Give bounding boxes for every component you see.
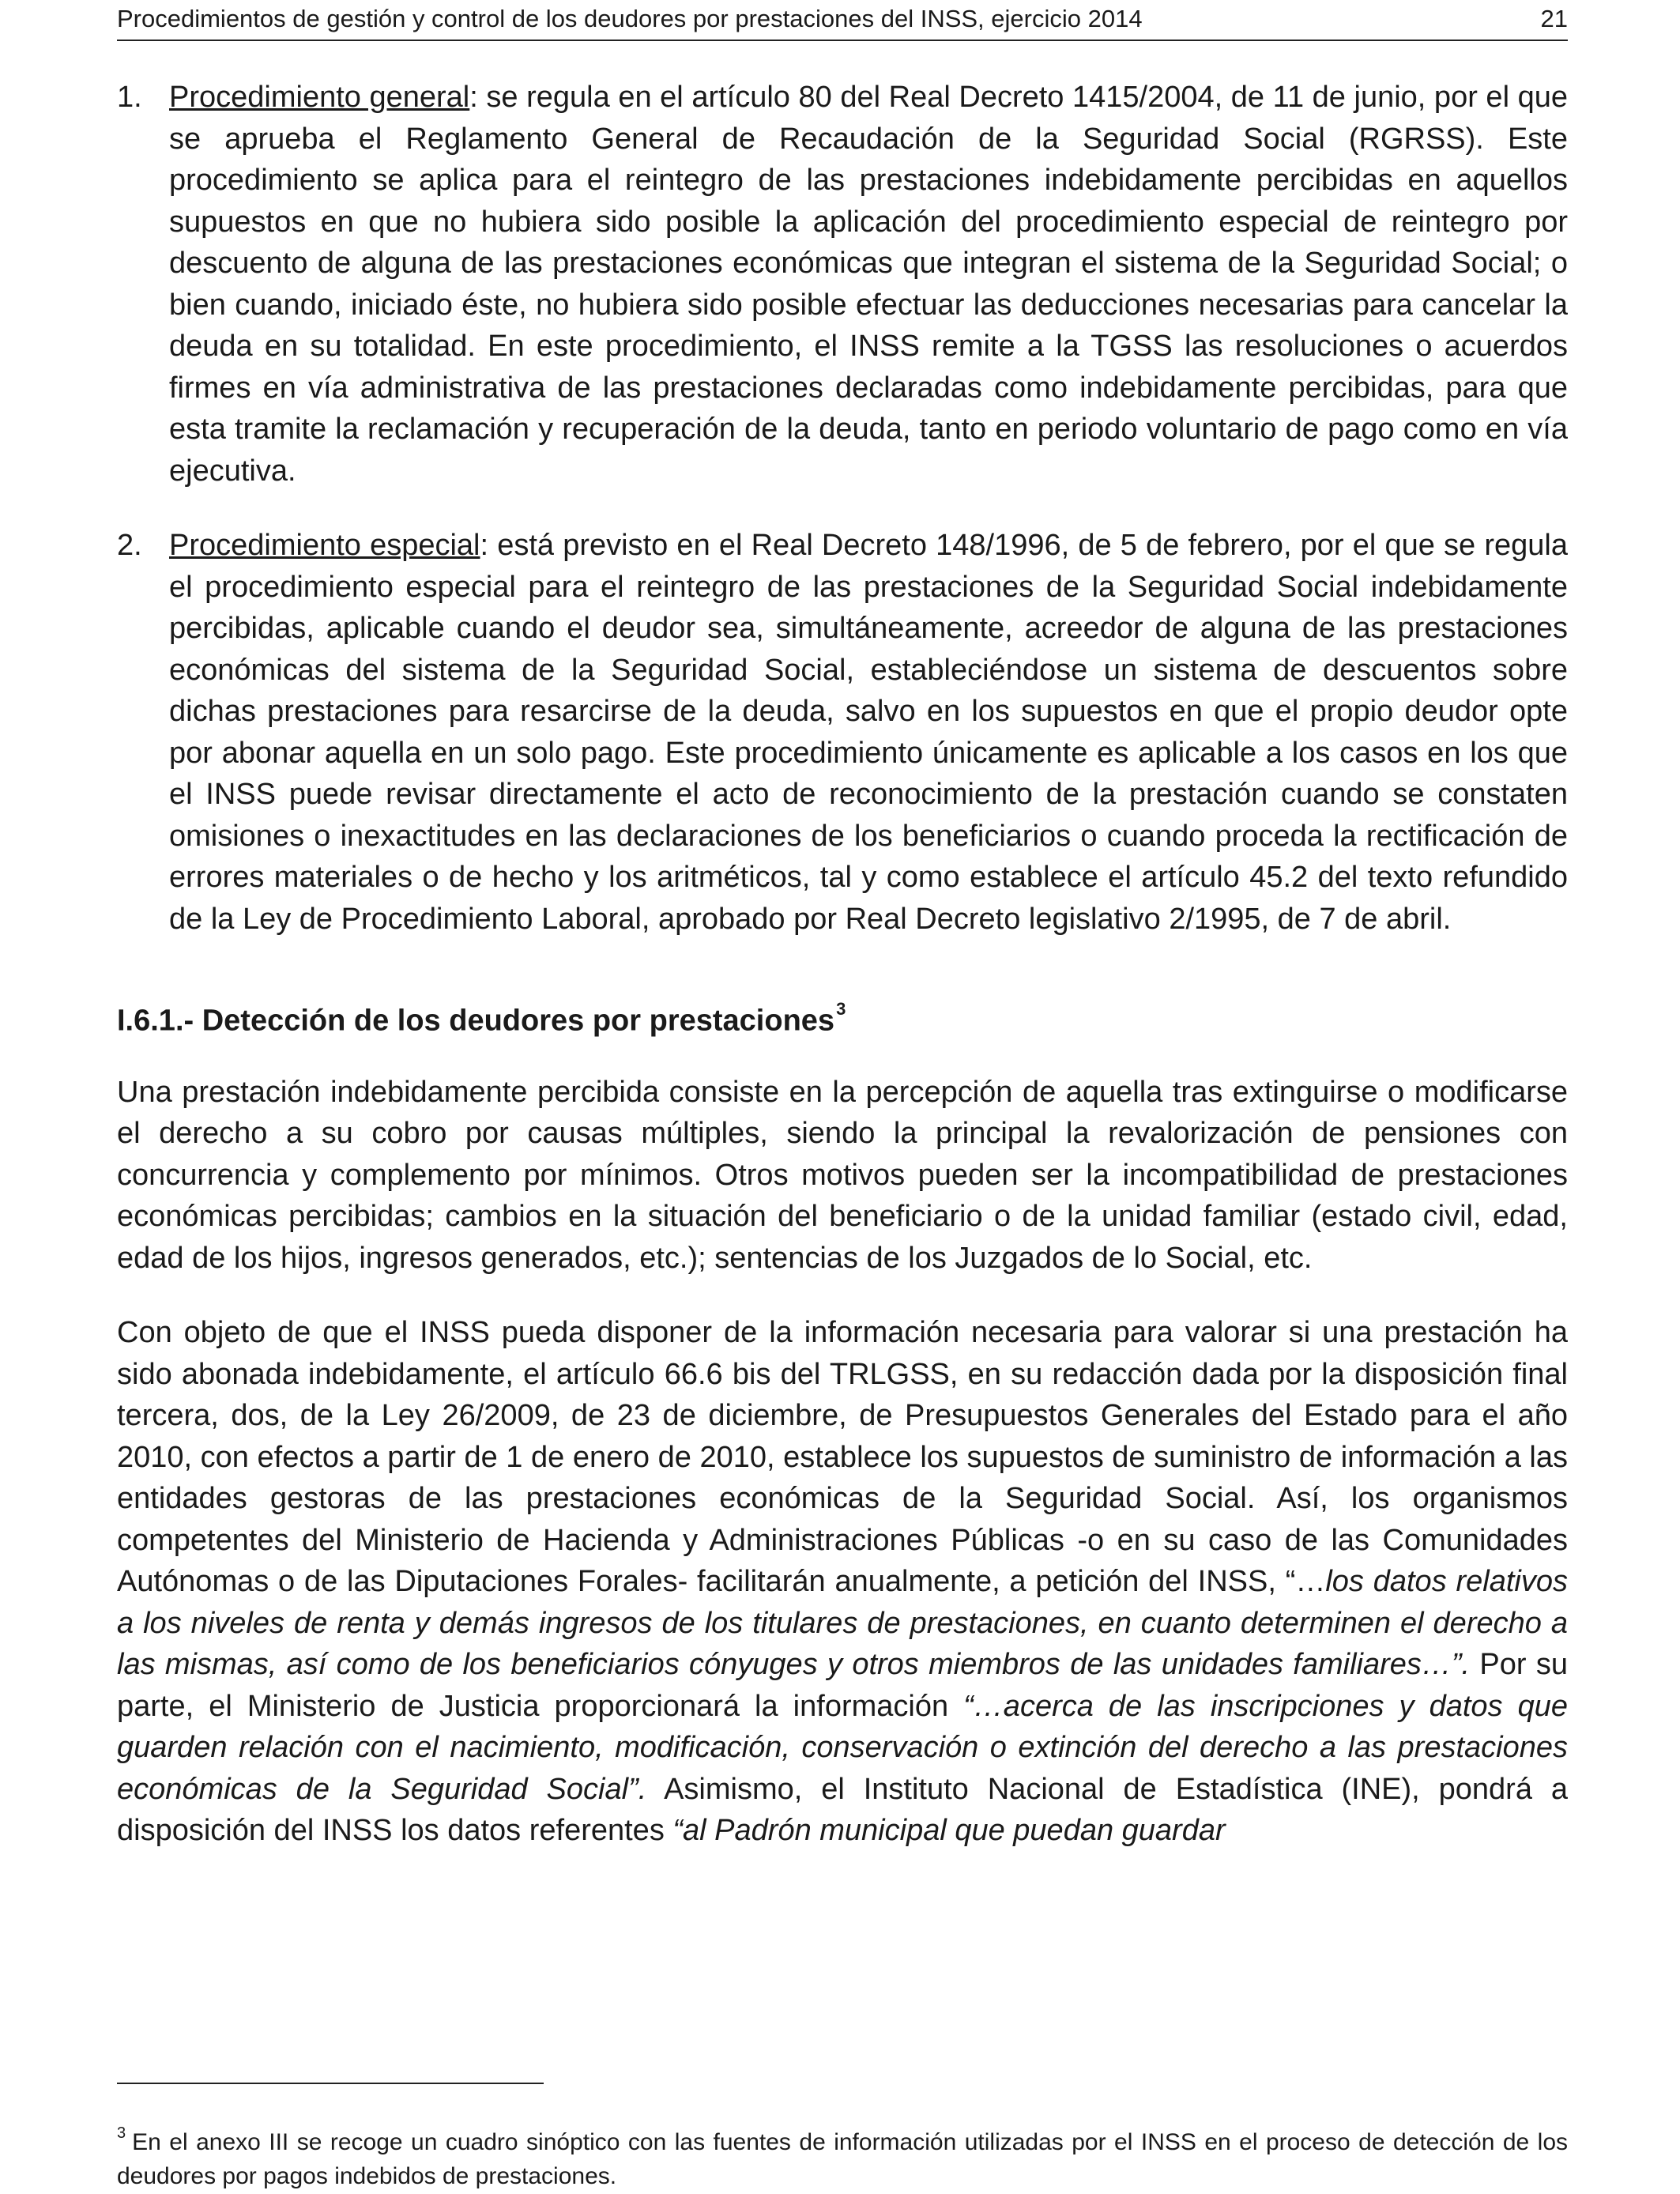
procedures-list	[117, 77, 1568, 940]
list-item-procedimiento-especial	[117, 525, 1568, 940]
footnote-divider	[117, 2083, 544, 2084]
quote-justicia: “…acerca de las inscripciones y datos que guarden relación con el nacimiento, modificación, conservación o extinción del derecho a las prestaciones económicas de la Seguridad Social”.	[117, 1689, 1568, 1806]
paragraph-suministro-informacion	[117, 1312, 1568, 1852]
paragraph-text: Con objeto de que el INSS pueda disponer de la información necesaria para valorar si una prestación ha sido abonada indebidamente, el artículo 66.6 bis del TRLGSS, en su redacción dada por la disposición final tercera, dos, de la Ley 26/2009, de 23 de diciembre, de Presupuestos Generales del Estado para el año 2010, con efectos a partir de 1 de enero de 2010, establece los supuestos de suministro de información a las entidades gestoras de las prestaciones económicas de la Seguridad Social. Así, los organismos competentes del Ministerio de Hacienda y Administraciones Públicas -o en su caso de las Comunidades Autónomas o de las Diputaciones Forales- facilitarán anualmente, a petición del INSS, “…	[117, 1316, 1568, 1599]
footnote-marker: 3	[117, 2124, 126, 2142]
procedure-text: : se regula en el artículo 80 del Real Decreto 1415/2004, de 11 de junio, por el que se aprueba el Reglamento General de Recaudación de la Seguridad Social (RGRSS). Este procedimiento se aplica para el reintegro de las prestaciones indebidamente percibidas en aquellos supuestos en que no hubiera sido posible la aplicación del procedimiento especial de reintegro por descuento de alguna de las prestaciones económicas que integran el sistema de la Seguridad Social; o bien cuando, iniciado éste, no hubiera sido posible efectuar las deducciones necesarias para cancelar la deuda en su totalidad. En este procedimiento, el INSS remite a la TGSS las resoluciones o acuerdos firmes en vía administrativa de las prestaciones declaradas como indebidamente percibidas, para que esta tramite la reclamación y recuperación de la deuda, tanto en periodo voluntario de pago como en vía ejecutiva.	[169, 81, 1568, 488]
paragraph-prestacion-indebida: Una prestación indebidamente percibida consiste en la percepción de aquella tras extinguirse o modificarse el derecho a su cobro por causas múltiples, siendo la principal la revalorización de pensiones con concurrencia y complemento por mínimos. Otros motivos pueden ser la incompatibilidad de prestaciones económicas percibidas; cambios en la situación del beneficiario o de la unidad familiar (estado civil, edad, edad de los hijos, ingresos generados, etc.); sentencias de los Juzgados de lo Social, etc.	[117, 1075, 1568, 1275]
list-item-procedimiento-general	[117, 77, 1568, 492]
list-number: 1.	[117, 81, 142, 114]
list-number: 2.	[117, 529, 142, 562]
paragraph-text: Asimismo, el Instituto Nacional de Estadística (INE), pondrá a disposición del INSS los datos referentes	[117, 1772, 1569, 1848]
header-title: Procedimientos de gestión y control de los deudores por prestaciones del INSS, ejercicio 2014	[117, 5, 1143, 32]
procedure-text: : está previsto en el Real Decreto 148/1996, de 5 de febrero, por el que se regula el procedimiento especial para el reintegro de las prestaciones de la Seguridad Social indebidamente percibidas, aplicable cuando el deudor sea, simultáneamente, acreedor de alguna de las prestaciones económicas del sistema de la Seguridad Social, estableciéndose un sistema de descuentos sobre dichas prestaciones para resarcirse de la deuda, salvo en los supuestos en que el propio deudor opte por abonar aquella en un solo pago. Este procedimiento únicamente es aplicable a los casos en los que el INSS puede revisar directamente el acto de reconocimiento de la prestación cuando se constaten omisiones o inexactitudes en las declaraciones de los beneficiarios o cuando proceda la rectificación de errores materiales o de hecho y los aritméticos, tal y como establece el artículo 45.2 del texto refundido de la Ley de Procedimiento Laboral, aprobado por Real Decreto legislativo 2/1995, de 7 de abril.	[169, 529, 1568, 936]
quote-hacienda: los datos relativos a los niveles de renta y demás ingresos de los titulares de prestaciones, en cuanto determinen el derecho a las mismas, así como de los beneficiarios cónyuges y otros miembros de las unidades familiares…”.	[117, 1565, 1568, 1682]
page-body	[117, 77, 1568, 1852]
quote-ine: “al Padrón municipal que puedan guardar	[672, 1814, 1226, 1848]
paragraph-text: Por su parte, el Ministerio de Justicia proporcionará la información	[117, 1648, 1568, 1723]
footnote-ref[interactable]: 3	[836, 999, 846, 1019]
page-number: 21	[1540, 5, 1568, 32]
footnote	[117, 2120, 1568, 2193]
procedure-term: Procedimiento general	[169, 81, 470, 114]
footnote-text: En el anexo III se recoge un cuadro sinóptico con las fuentes de información utilizadas por el INSS en el proceso de detección de los deudores por pagos indebidos de prestaciones.	[117, 2129, 1568, 2189]
running-header	[117, 2, 1568, 41]
section-heading	[117, 993, 1568, 1042]
section-heading-text: I.6.1.- Detección de los deudores por prestaciones	[117, 1004, 835, 1038]
procedure-term: Procedimiento especial	[169, 529, 480, 562]
